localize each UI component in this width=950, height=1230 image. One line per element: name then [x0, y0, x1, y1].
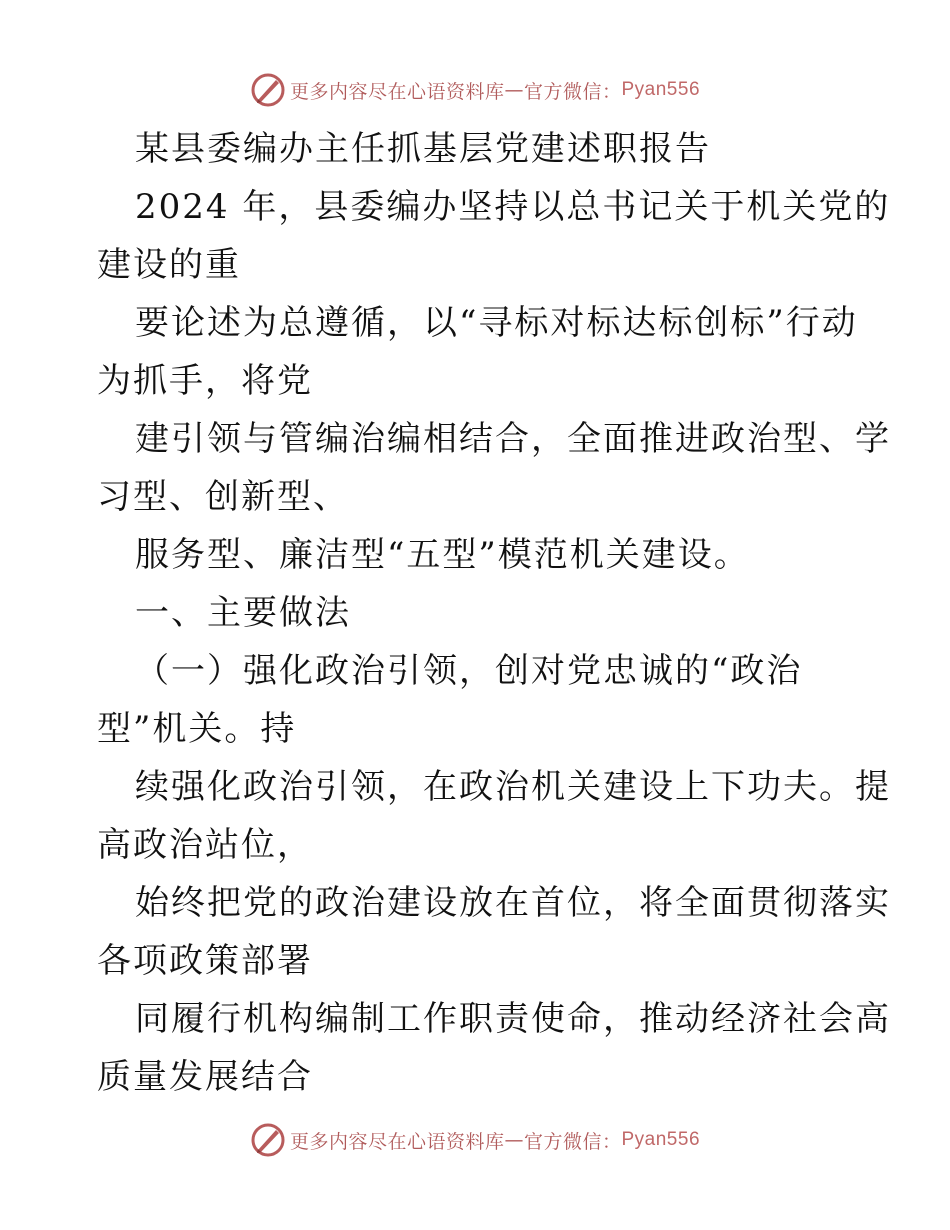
document-body	[97, 120, 891, 1106]
document-title: 某县委编办主任抓基层党建述职报告	[135, 129, 711, 169]
paragraph-line: 高政治站位，	[97, 825, 313, 865]
section-heading: 一、主要做法	[135, 593, 351, 633]
paragraph-line: 要论述为总遵循，以“寻标对标达标创标”行动	[135, 303, 858, 343]
paragraph-line: 2024 年，县委编办坚持以总书记关于机关党的	[135, 187, 891, 227]
paragraph-line: 服务型、廉洁型“五型”模范机关建设。	[135, 535, 750, 575]
paragraph-line: 续强化政治引领，在政治机关建设上下功夫。提	[135, 767, 891, 807]
watermark-handle: Pyan556	[621, 79, 701, 100]
paragraph-line: 建设的重	[97, 245, 241, 285]
watermark-separator: —	[504, 1129, 524, 1151]
paragraph-line: 为抓手，将党	[97, 361, 313, 401]
subsection-heading: （一）强化政治引领，创对党忠诚的“政治	[135, 651, 803, 691]
watermark-footer	[0, 1118, 950, 1162]
paragraph-line: 各项政策部署	[97, 941, 313, 981]
paragraph-line: 始终把党的政治建设放在首位，将全面贯彻落实	[135, 883, 891, 923]
paragraph-line: 质量发展结合	[97, 1057, 313, 1097]
watermark-official: 官方微信：	[523, 1130, 622, 1153]
watermark-handle: Pyan556	[621, 1129, 701, 1150]
paragraph-line: 同履行机构编制工作职责使命，推动经济社会高	[135, 999, 891, 1039]
watermark-text: 更多内容尽在心语资料库	[289, 80, 505, 103]
paragraph-line: 建引领与管编治编相结合，全面推进政治型、学	[135, 419, 891, 459]
paragraph-line: 型”机关。持	[97, 709, 297, 749]
watermark-header	[0, 68, 950, 112]
watermark-separator: —	[504, 79, 524, 101]
watermark-text: 更多内容尽在心语资料库	[289, 1130, 505, 1153]
quill-logo-icon	[250, 1122, 286, 1158]
paragraph-line: 习型、创新型、	[97, 477, 349, 517]
quill-logo-icon	[250, 72, 286, 108]
watermark-official: 官方微信：	[523, 80, 622, 103]
